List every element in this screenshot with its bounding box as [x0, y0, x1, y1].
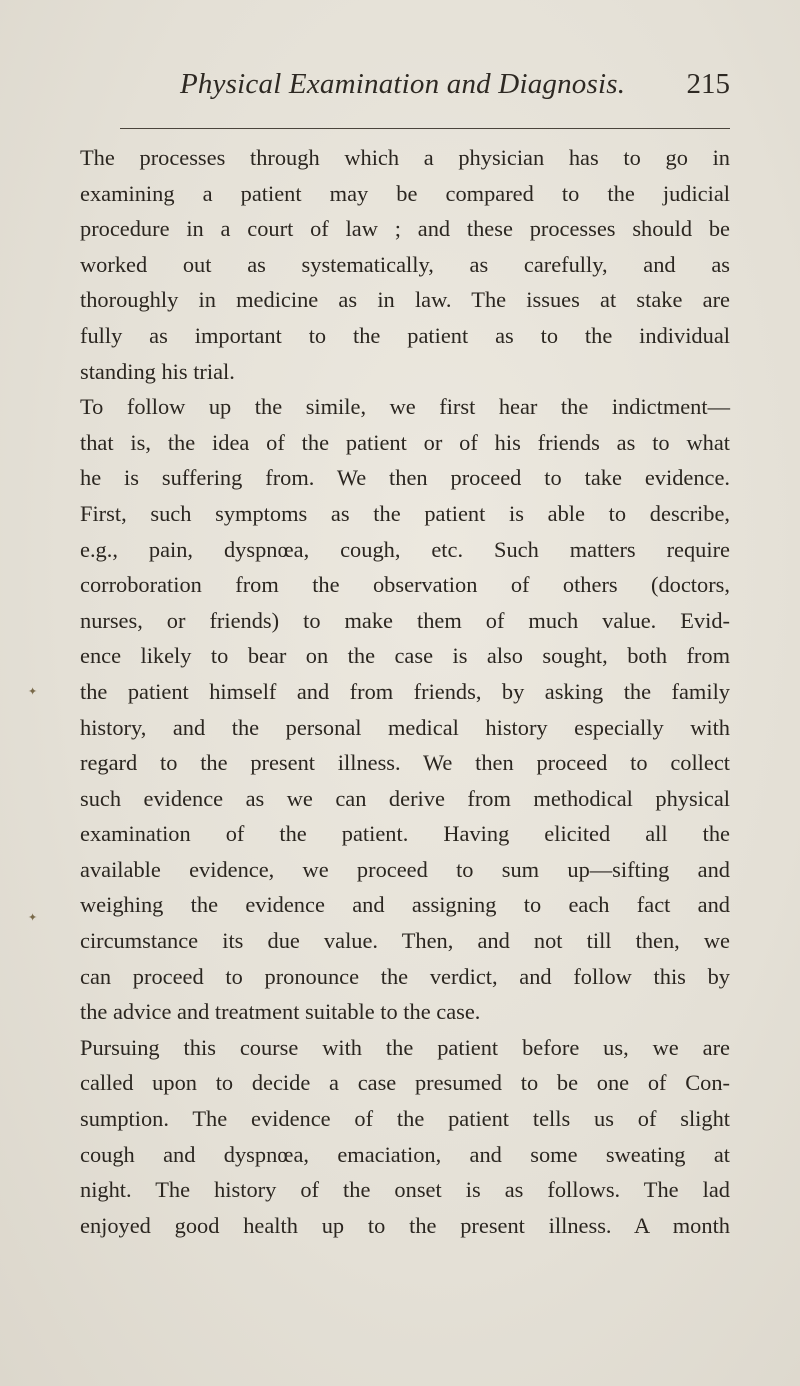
- header-rule: [120, 128, 730, 129]
- running-title: Physical Examination and Diagnosis.: [180, 68, 626, 100]
- text-line: thoroughly in medicine as in law. The issues at stake are: [80, 287, 730, 313]
- paper-speck: ✦: [28, 686, 38, 698]
- text-line: can proceed to pronounce the verdict, and follow this by: [80, 963, 730, 989]
- text-line: nurses, or friends) to make them of much value. Evid-: [80, 607, 730, 633]
- text-line: sumption. The evidence of the patient tells us of slight: [80, 1106, 730, 1132]
- text-line: procedure in a court of law ; and these processes should be: [80, 216, 730, 242]
- text-line: e.g., pain, dyspnœa, cough, etc. Such matters require: [80, 536, 730, 562]
- text-line: First, such symptoms as the patient is able to describe,: [80, 500, 730, 526]
- text-line: To follow up the simile, we first hear the indictment—: [80, 394, 730, 420]
- text-line: the patient himself and from friends, by asking the family: [80, 678, 730, 704]
- page-number: 215: [686, 68, 730, 100]
- text-line: history, and the personal medical history especially with: [80, 714, 730, 740]
- text-line: examination of the patient. Having elicited all the: [80, 821, 730, 847]
- text-line: circumstance its due value. Then, and not till then, we: [80, 928, 730, 954]
- text-line: that is, the idea of the patient or of his friends as to what: [80, 429, 730, 455]
- body-text: [80, 140, 730, 1243]
- text-line: examining a patient may be compared to the judicial: [80, 180, 730, 206]
- text-line: fully as important to the patient as to the individual: [80, 322, 730, 348]
- text-line: ence likely to bear on the case is also sought, both from: [80, 643, 730, 669]
- text-line: weighing the evidence and assigning to each fact and: [80, 892, 730, 918]
- text-line: the advice and treatment suitable to the case.: [80, 999, 481, 1025]
- running-head: [120, 68, 730, 112]
- text-line: such evidence as we can derive from methodical physical: [80, 785, 730, 811]
- text-line: The processes through which a physician has to go in: [80, 145, 730, 170]
- paper-speck: ✦: [28, 912, 38, 924]
- text-line: night. The history of the onset is as follows. The lad: [80, 1177, 730, 1203]
- text-line: cough and dyspnœa, emaciation, and some sweating at: [80, 1141, 730, 1167]
- text-line: corroboration from the observation of others (doctors,: [80, 572, 730, 598]
- text-line: standing his trial.: [80, 358, 235, 384]
- text-line: regard to the present illness. We then proceed to collect: [80, 750, 730, 776]
- text-line: worked out as systematically, as carefully, and as: [80, 251, 730, 277]
- text-line: enjoyed good health up to the present illness. A month: [80, 1212, 730, 1238]
- text-line: called upon to decide a case presumed to be one of Con-: [80, 1070, 730, 1096]
- text-line: available evidence, we proceed to sum up—sifting and: [80, 856, 730, 882]
- text-line: he is suffering from. We then proceed to take evidence.: [80, 465, 730, 491]
- text-line: Pursuing this course with the patient before us, we are: [80, 1034, 730, 1060]
